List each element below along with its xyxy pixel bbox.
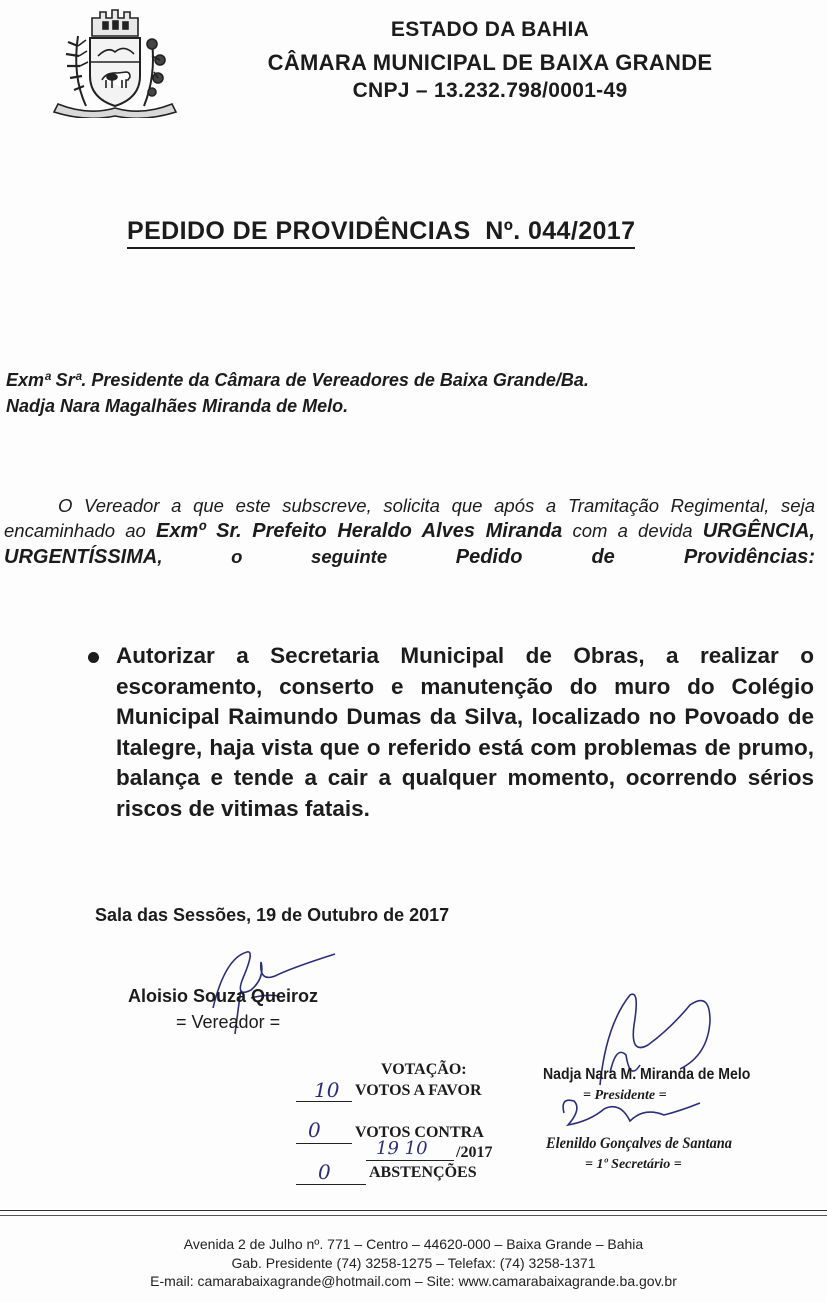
vote-date-handwritten: 19 10 <box>376 1138 428 1159</box>
abstentions-label: ABSTENÇÕES <box>369 1164 477 1181</box>
voting-heading: VOTAÇÃO: <box>381 1061 467 1078</box>
votes-for-count: 10 <box>314 1078 340 1102</box>
councilor-name: Aloisio Souza Queiroz <box>128 986 319 1006</box>
votes-against-count: 0 <box>308 1118 321 1142</box>
body-urgency: URGÊNCIA, URGENTÍSSIMA <box>4 520 815 568</box>
vote-date-year: /2017 <box>456 1144 493 1161</box>
body-middle: com a devida <box>562 520 703 541</box>
secretary-name: Elenildo Gonçalves de Santana <box>546 1135 733 1152</box>
body-paragraph <box>4 493 815 570</box>
votes-for-label: VOTOS A FAVOR <box>355 1082 482 1099</box>
footer-divider <box>0 1210 827 1211</box>
body-end-small: , o seguinte <box>157 546 456 567</box>
footer-phones: Gab. Presidente (74) 3258-1275 – Telefax: (74) 3258-1371 <box>231 1255 596 1271</box>
president-name: Nadja Nara M. Miranda de Melo <box>543 1066 751 1083</box>
secretary-role: = 1º Secretário = <box>585 1157 682 1172</box>
councilor-role: = Vereador = <box>176 1012 281 1032</box>
municipal-coat-of-arms-icon <box>48 6 182 118</box>
addressee-line-2: Nadja Nara Magalhães Miranda de Melo. <box>6 396 349 416</box>
abstentions-count: 0 <box>318 1160 331 1184</box>
request-item: Autorizar a Secretaria Municipal de Obras, a realizar o escoramento, conserto e manutenção do muro do Colégio Municipal Raimundo Dumas da Silva, localizado no Povoado de Italegre, haja vista que o referido está com problemas de prumo, balança e tende a cair a qualquer momento, ocorrendo sérios riscos de vitimas fatais. <box>116 643 814 821</box>
footer-divider-thin <box>0 1215 827 1216</box>
header-chamber: CÂMARA MUNICIPAL DE BAIXA GRANDE <box>267 50 713 75</box>
footer-contact: E-mail: camarabaixagrande@hotmail.com – Site: www.camarabaixagrande.ba.gov.br <box>150 1273 677 1289</box>
bullet-icon <box>88 652 99 663</box>
footer-address: Avenida 2 de Julho nº. 771 – Centro – 44620-000 – Baixa Grande – Bahia <box>183 1236 644 1252</box>
addressee-line-1: Exmª Srª. Presidente da Câmara de Vereadores de Baixa Grande/Ba. <box>6 370 589 390</box>
header-cnpj: CNPJ – 13.232.798/0001-49 <box>352 79 628 102</box>
header-state: ESTADO DA BAHIA <box>390 18 590 41</box>
body-intro: O Vereador a que este subscreve, solicita que após a Tramitação Regimental, seja encaminhado ao <box>4 495 815 541</box>
president-role: = Presidente = <box>583 1088 667 1103</box>
body-end-bold: Pedido de Providências: <box>455 546 815 568</box>
votes-against-label: VOTOS CONTRA <box>355 1124 484 1141</box>
document-title: PEDIDO DE PROVIDÊNCIAS Nº. 044/2017 <box>127 217 635 249</box>
body-recipient: Exmº Sr. Prefeito Heraldo Alves Miranda <box>156 520 563 542</box>
place-date: Sala das Sessões, 19 de Outubro de 2017 <box>95 905 450 925</box>
